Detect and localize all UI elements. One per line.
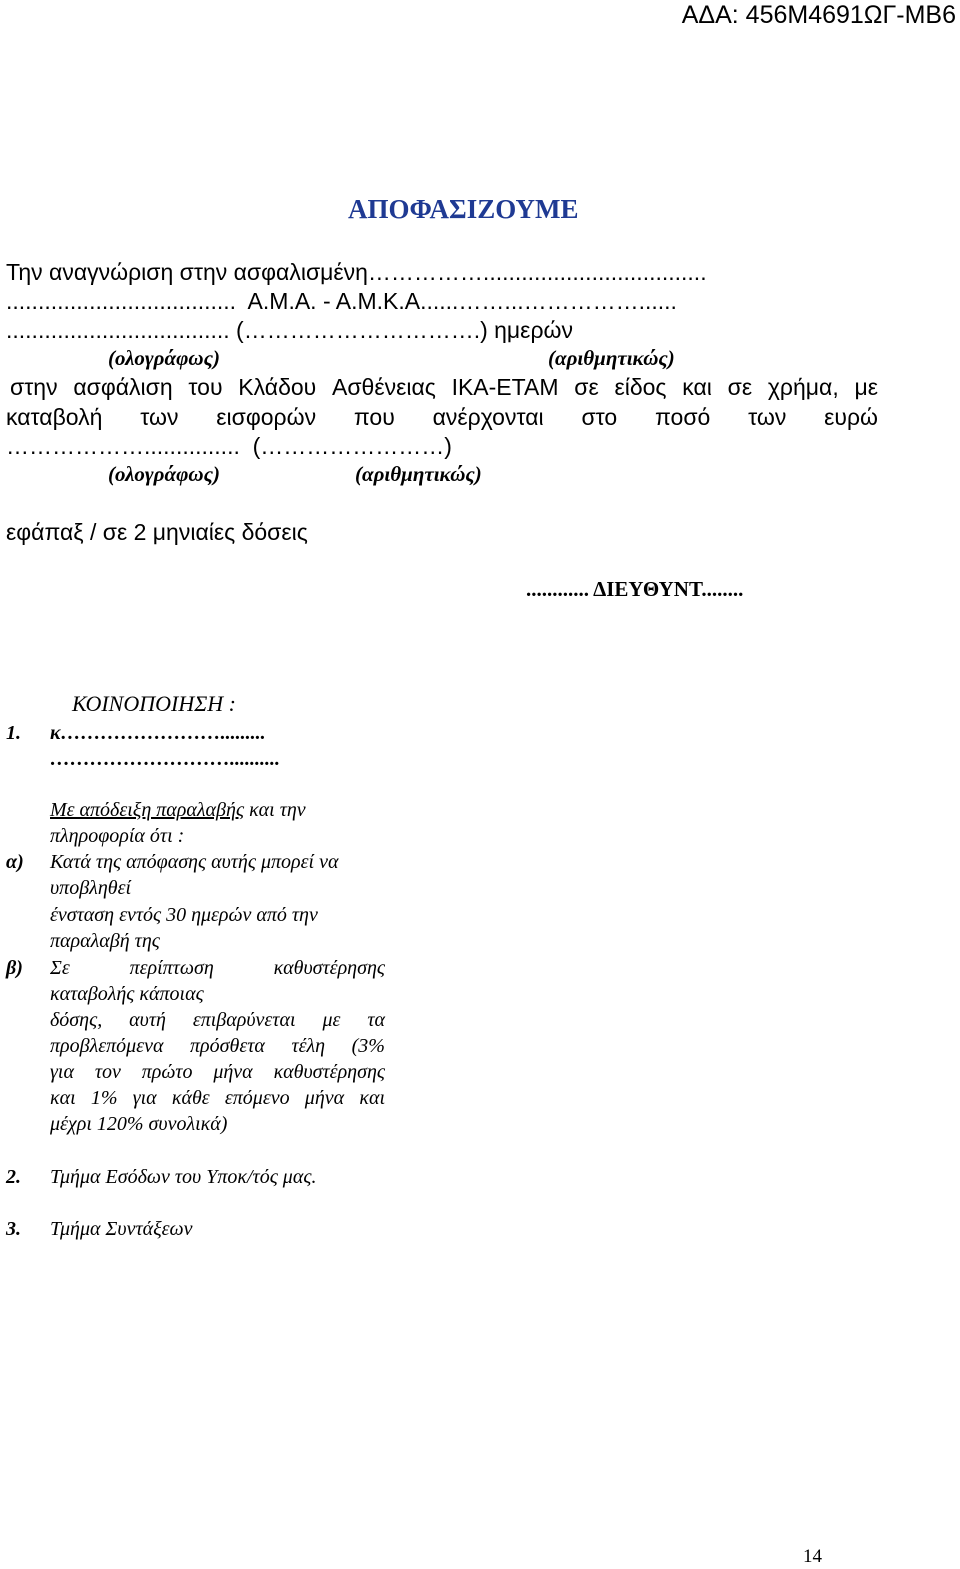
insurance-branch-word: στην [10, 374, 58, 400]
item-1-number: 1. [6, 722, 21, 744]
insurance-branch-word: σε [574, 374, 599, 400]
contributions-word: στο [581, 404, 618, 430]
page-number: 14 [803, 1546, 822, 1567]
contributions-line [6, 403, 878, 431]
insurance-branch-word: του [188, 374, 223, 400]
insurance-branch-word: Ασθένειας [332, 374, 436, 400]
point-b-line-3 [50, 1007, 385, 1033]
decision-heading: ΑΠΟΦΑΣΙΖΟΥΜΕ [348, 194, 579, 224]
point-b-line-4 [50, 1033, 385, 1059]
insurance-branch-word: Κλάδου [238, 374, 317, 400]
receipt-rest: και την [244, 799, 306, 821]
point-b-word: 1% [90, 1087, 118, 1109]
point-a-line-2: υποβληθεί [50, 877, 132, 899]
point-b-word: προβλεπόμενα [50, 1035, 164, 1057]
point-b-word: μήνα [213, 1061, 253, 1083]
ada-code: ΑΔΑ: 456Μ4691ΩΓ-ΜΒ6 [681, 1, 956, 29]
insurance-branch-word: με [854, 374, 878, 400]
director-signature: ............ ΔΙΕΥΘΥΝΤ........ [526, 577, 744, 601]
point-b-word: για [132, 1087, 157, 1109]
insurance-branch-word: ΙΚΑ-ΕΤΑΜ [451, 374, 559, 400]
recipient-line-2: ……………………….......... [50, 748, 280, 770]
point-a-line-4: παραλαβή της [50, 930, 160, 952]
contributions-word: ποσό [654, 404, 711, 430]
point-b-word: και [50, 1087, 76, 1109]
label-in-words-2: (ολογράφως) [108, 462, 220, 486]
recipient-line-1: κ……………………......... [50, 722, 266, 744]
item-3-number: 3. [6, 1218, 21, 1240]
point-b-word: επιβαρύνεται [192, 1009, 296, 1031]
ama-amka-line: .................................... Α.Μ.Α. - Α.Μ.Κ.Α......……...……………...... [6, 288, 677, 314]
contributions-word: των [748, 404, 787, 430]
point-b-line-7: μέχρι 120% συνολικά) [50, 1113, 228, 1135]
point-a-line-3: ένσταση εντός 30 ημερών από την [50, 904, 318, 926]
item-2-number: 2. [6, 1166, 21, 1188]
contributions-word: εισφορών [216, 404, 317, 430]
contributions-word: ανέρχονται [432, 404, 544, 430]
contributions-word: των [140, 404, 179, 430]
amount-line: ………………............... (……………………) [6, 433, 452, 459]
point-b-word: επόμενο [224, 1087, 290, 1109]
insurance-branch-word: και [682, 374, 712, 400]
point-b-word: καθυστέρησης [273, 1061, 385, 1083]
point-b-word: πρόσθετα [190, 1035, 265, 1057]
point-b-line-1 [50, 955, 385, 981]
point-b-word: με [322, 1009, 341, 1031]
label-in-digits-1: (αριθμητικώς) [548, 346, 675, 370]
point-b-word: τέλη [291, 1035, 326, 1057]
contributions-word: που [353, 404, 395, 430]
point-b-marker: β) [6, 957, 23, 979]
point-b-word: κάθε [171, 1087, 210, 1109]
point-b-word: πρώτο [141, 1061, 193, 1083]
days-line: ................................... (………………………….) ημερών [6, 317, 573, 343]
point-b-word: καθυστέρησης [273, 957, 385, 979]
item-2-text: Τμήμα Εσόδων του Υποκ/τός μας. [50, 1166, 317, 1188]
insurance-branch-word: χρήμα, [767, 374, 839, 400]
item-3-text: Τμήμα Συντάξεων [50, 1218, 193, 1240]
point-b-word: Σε [50, 957, 70, 979]
point-b-word: τα [367, 1009, 385, 1031]
point-b-line-5 [50, 1059, 385, 1085]
point-b-word: και [359, 1087, 385, 1109]
receipt-line [50, 797, 306, 823]
label-in-words-1: (ολογράφως) [108, 346, 220, 370]
point-b-word: μήνα [304, 1087, 345, 1109]
insurance-branch-word: είδος [614, 374, 667, 400]
notification-heading: ΚΟΙΝΟΠΟΙΗΣΗ : [72, 691, 237, 716]
point-a-marker: α) [6, 851, 24, 873]
recognition-line: Την αναγνώριση στην ασφαλισμένη……………................................... [6, 259, 707, 285]
payment-terms: εφάπαξ / σε 2 μηνιαίες δόσεις [6, 519, 308, 545]
point-b-line-2: καταβολής κάποιας [50, 983, 204, 1005]
insurance-branch-word: ασφάλιση [73, 374, 173, 400]
receipt-underlined: Με απόδειξη παραλαβής [50, 799, 245, 821]
contributions-word: ευρώ [824, 404, 878, 430]
insurance-branch-word: σε [727, 374, 753, 400]
info-line: πληροφορία ότι : [50, 825, 185, 847]
point-b-word: περίπτωση [129, 957, 214, 979]
insurance-branch-line [10, 373, 878, 401]
point-b-line-6 [50, 1085, 385, 1111]
point-a-line-1: Κατά της απόφασης αυτής μπορεί να [50, 851, 339, 873]
point-b-word: για [50, 1061, 74, 1083]
contributions-word: καταβολή [6, 404, 103, 430]
point-b-word: αυτή [129, 1009, 166, 1031]
point-b-word: (3% [351, 1035, 385, 1057]
point-b-word: δόσης, [50, 1009, 103, 1031]
point-b-word: τον [94, 1061, 121, 1083]
label-in-digits-2: (αριθμητικώς) [355, 462, 482, 486]
